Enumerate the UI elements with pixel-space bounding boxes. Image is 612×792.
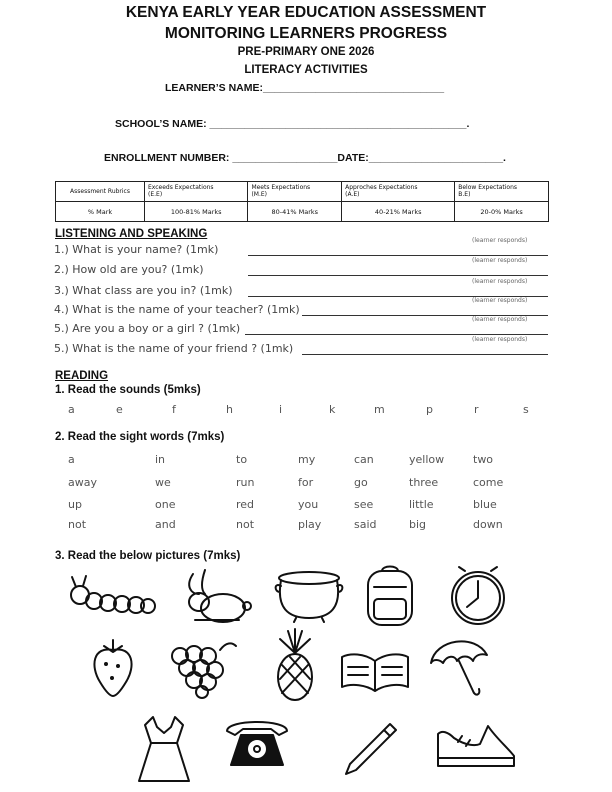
sound-letter: a bbox=[68, 403, 75, 416]
sight-word: little bbox=[409, 498, 434, 511]
sight-word: for bbox=[298, 476, 314, 489]
school-name-field[interactable]: SCHOOL’S NAME: ____________________________________________. bbox=[115, 118, 470, 130]
rubric-header: Below Expectations B.E) bbox=[455, 182, 549, 202]
enrollment-date-field[interactable]: ENROLLMENT NUMBER: __________________DATE:_______________________. bbox=[104, 152, 506, 164]
subject-label: LITERACY ACTIVITIES bbox=[244, 64, 368, 76]
sight-word: go bbox=[354, 476, 368, 489]
question-text: 1.) What is your name? (1mk) bbox=[54, 243, 219, 256]
sound-letter: e bbox=[116, 403, 123, 416]
sight-word: away bbox=[68, 476, 97, 489]
book-icon bbox=[338, 647, 412, 697]
shoe-icon bbox=[432, 718, 520, 774]
question-text: 2.) How old are you? (1mk) bbox=[54, 263, 204, 276]
question-text: 5.) What is the name of your friend ? (1mk) bbox=[54, 342, 294, 355]
response-note: (learner responds) bbox=[472, 278, 528, 285]
sight-word: play bbox=[298, 518, 322, 531]
listening-heading: LISTENING AND SPEAKING bbox=[55, 228, 208, 240]
sight-word: up bbox=[68, 498, 82, 511]
sight-word: said bbox=[354, 518, 377, 531]
sight-word: can bbox=[354, 453, 374, 466]
sound-letter: h bbox=[226, 403, 233, 416]
pictures-title: 3. Read the below pictures (7mks) bbox=[55, 550, 241, 562]
title-line-2: MONITORING LEARNERS PROGRESS bbox=[164, 25, 448, 42]
sight-word: a bbox=[68, 453, 75, 466]
rubric-cell: 40-21% Marks bbox=[342, 202, 455, 222]
response-note: (learner responds) bbox=[472, 336, 528, 343]
question-text: 5.) Are you a boy or a girl ? (1mk) bbox=[54, 322, 241, 335]
sound-letter: p bbox=[426, 403, 433, 416]
sight-word: to bbox=[236, 453, 248, 466]
sound-letter: m bbox=[374, 403, 385, 416]
rubric-cell: % Mark bbox=[56, 202, 145, 222]
pot-icon bbox=[272, 568, 347, 623]
response-note: (learner responds) bbox=[472, 237, 528, 244]
dress-icon bbox=[135, 713, 193, 785]
grade-label: PRE-PRIMARY ONE 2026 bbox=[237, 46, 375, 58]
pen-icon bbox=[340, 718, 400, 778]
sight-word: come bbox=[473, 476, 504, 489]
sight-word: not bbox=[68, 518, 87, 531]
caterpillar-icon bbox=[68, 573, 158, 623]
sound-letter: i bbox=[279, 403, 283, 416]
rubric-header: Meets Expectations (M.E) bbox=[248, 182, 342, 202]
answer-line[interactable] bbox=[248, 255, 548, 256]
question-text: 4.) What is the name of your teacher? (1mk) bbox=[54, 303, 300, 316]
umbrella-icon bbox=[425, 633, 495, 703]
sight-word: two bbox=[473, 453, 494, 466]
sight-word: you bbox=[298, 498, 319, 511]
sight-word: three bbox=[409, 476, 439, 489]
sight-word: in bbox=[155, 453, 166, 466]
question-text: 3.) What class are you in? (1mk) bbox=[54, 284, 233, 297]
rubric-header: Approches Expectations (A.E) bbox=[342, 182, 455, 202]
response-note: (learner responds) bbox=[472, 297, 528, 304]
rubric-cell: 20-0% Marks bbox=[455, 202, 549, 222]
sight-word: blue bbox=[473, 498, 497, 511]
clock-icon bbox=[445, 563, 511, 629]
sight-word: see bbox=[354, 498, 374, 511]
reading-heading: READING bbox=[55, 370, 109, 382]
backpack-icon bbox=[360, 563, 420, 629]
rubric-header: Assessment Rubrics bbox=[56, 182, 145, 202]
sight-word: big bbox=[409, 518, 427, 531]
rubric-cell: 80-41% Marks bbox=[248, 202, 342, 222]
sight-word: one bbox=[155, 498, 176, 511]
sound-letter: s bbox=[523, 403, 529, 416]
telephone-icon bbox=[223, 715, 291, 771]
strawberry-icon bbox=[88, 636, 138, 700]
rubric-cell: 100-81% Marks bbox=[145, 202, 248, 222]
answer-line[interactable] bbox=[248, 275, 548, 276]
answer-line[interactable] bbox=[302, 354, 548, 355]
sight-word: and bbox=[155, 518, 176, 531]
grapes-icon bbox=[160, 634, 240, 700]
sound-letter: r bbox=[474, 403, 479, 416]
title-line-1: KENYA EARLY YEAR EDUCATION ASSESSMENT bbox=[125, 4, 487, 21]
sight-word: we bbox=[155, 476, 171, 489]
sound-letter: f bbox=[172, 403, 176, 416]
sounds-title: 1. Read the sounds (5mks) bbox=[55, 384, 201, 396]
sight-word: yellow bbox=[409, 453, 445, 466]
pineapple-icon bbox=[270, 627, 320, 703]
sight-word: down bbox=[473, 518, 503, 531]
rubric-header: Exceeds Expectations (E.E) bbox=[145, 182, 248, 202]
sight-word: my bbox=[298, 453, 316, 466]
learner-name-field[interactable]: LEARNER’S NAME:_______________________________ bbox=[165, 82, 445, 94]
answer-line[interactable] bbox=[245, 334, 548, 335]
sound-letter: k bbox=[329, 403, 336, 416]
response-note: (learner responds) bbox=[472, 257, 528, 264]
sight-word: not bbox=[236, 518, 255, 531]
sight-word: run bbox=[236, 476, 255, 489]
rabbit-icon bbox=[175, 566, 255, 626]
response-note: (learner responds) bbox=[472, 316, 528, 323]
sight-words-title: 2. Read the sight words (7mks) bbox=[55, 431, 225, 443]
rubric-table bbox=[55, 181, 549, 222]
sight-word: red bbox=[236, 498, 255, 511]
